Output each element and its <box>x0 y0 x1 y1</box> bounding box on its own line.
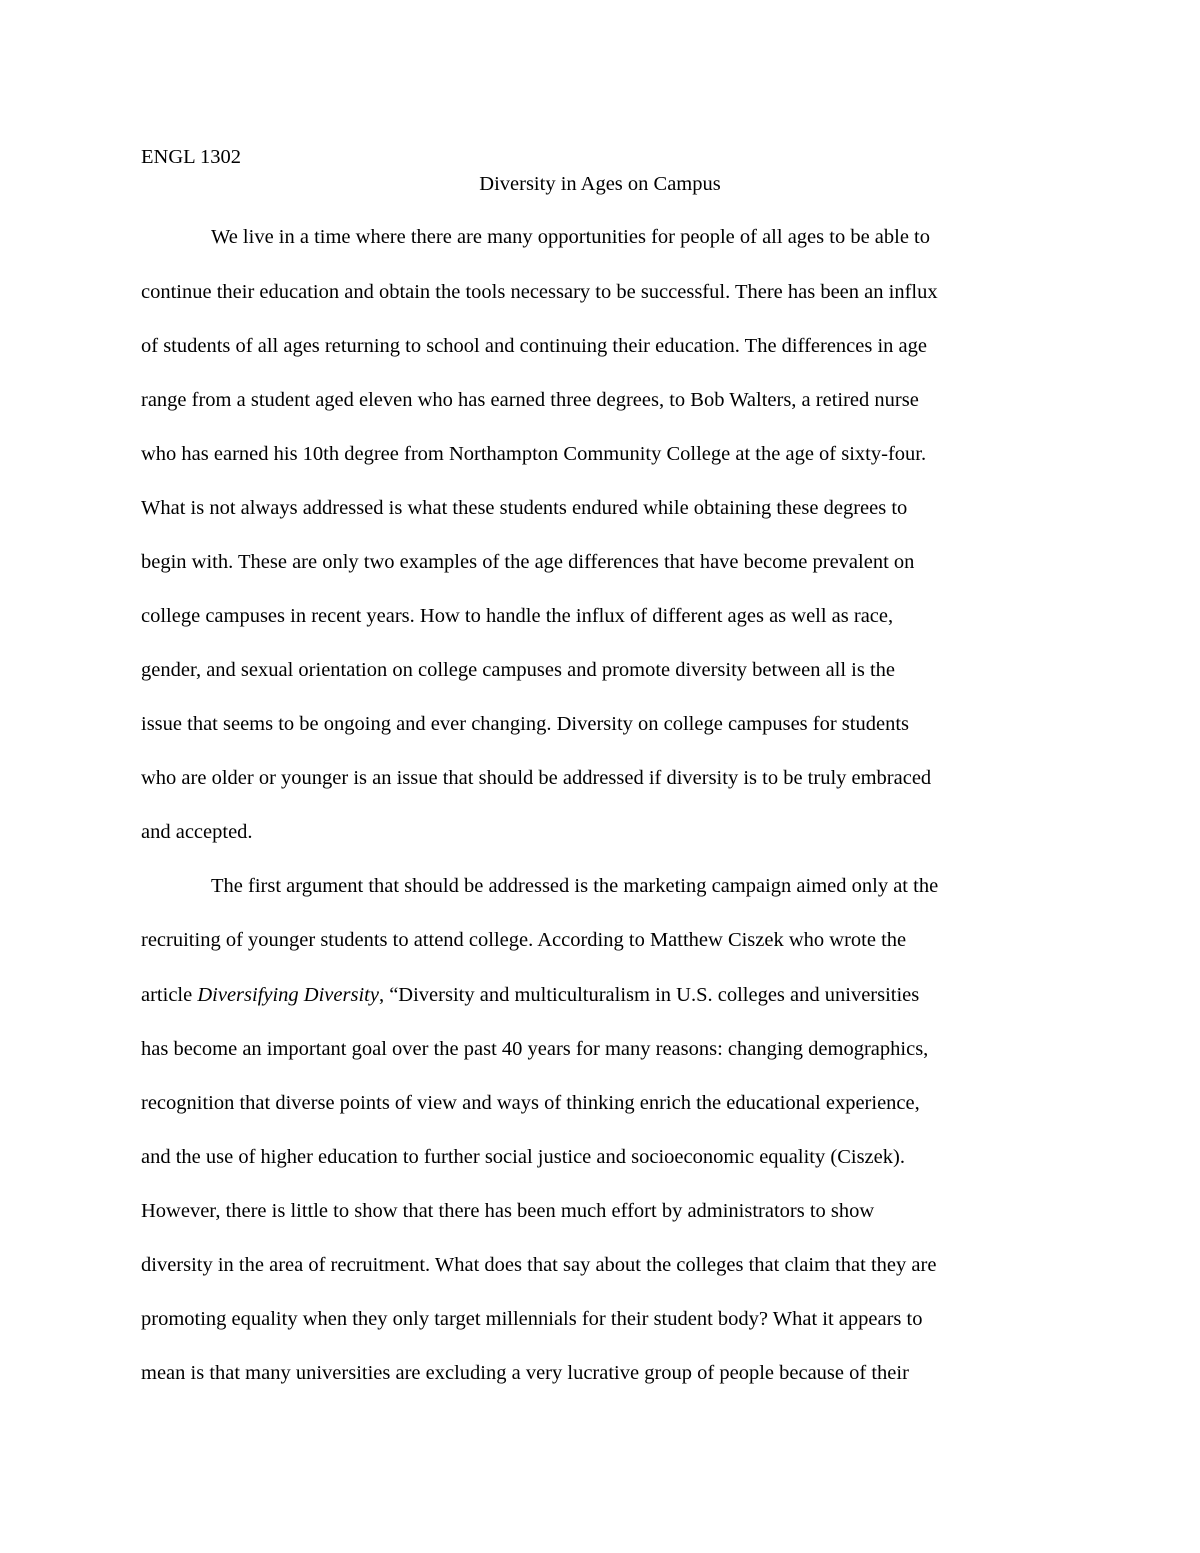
course-heading: ENGL 1302 <box>141 146 242 168</box>
paragraph-line: mean is that many universities are excluding a very lucrative group of people because of their <box>141 1362 909 1384</box>
paragraph-line: of students of all ages returning to school and continuing their education. The differences in age <box>141 335 927 357</box>
text-run: , “Diversity and multiculturalism in U.S. colleges and universities <box>378 984 920 1006</box>
paragraph-line: issue that seems to be ongoing and ever changing. Diversity on college campuses for students <box>141 713 909 735</box>
paragraph-line: The first argument that should be addressed is the marketing campaign aimed only at the <box>211 875 939 897</box>
paragraph-line <box>141 982 919 1008</box>
essay-title: Diversity in Ages on Campus <box>479 173 721 195</box>
paragraph-line: However, there is little to show that there has been much effort by administrators to show <box>141 1200 875 1222</box>
paragraph-line: who are older or younger is an issue that should be addressed if diversity is to be truly embraced <box>141 767 932 789</box>
paragraph-line: who has earned his 10th degree from Northampton Community College at the age of sixty-four. <box>141 443 927 465</box>
paragraph-line: range from a student aged eleven who has earned three degrees, to Bob Walters, a retired nurse <box>141 389 919 411</box>
paragraph-line: diversity in the area of recruitment. What does that say about the colleges that claim that they are <box>141 1254 937 1276</box>
paragraph-line: recruiting of younger students to attend college. According to Matthew Ciszek who wrote the <box>141 929 907 951</box>
paragraph-line: recognition that diverse points of view and ways of thinking enrich the educational experience, <box>141 1092 920 1114</box>
paragraph-line: and accepted. <box>141 821 253 843</box>
paragraph-line: begin with. These are only two examples of the age differences that have become prevalent on <box>141 551 915 573</box>
paragraph-line: We live in a time where there are many opportunities for people of all ages to be able to <box>211 226 931 248</box>
paragraph-line: and the use of higher education to further social justice and socioeconomic equality (Ciszek). <box>141 1146 905 1168</box>
paragraph-line: has become an important goal over the past 40 years for many reasons: changing demographics, <box>141 1038 929 1060</box>
paragraph-line: gender, and sexual orientation on college campuses and promote diversity between all is the <box>141 659 896 681</box>
paragraph-line: promoting equality when they only target millennials for their student body? What it appears to <box>141 1308 923 1330</box>
paragraph-line: continue their education and obtain the tools necessary to be successful. There has been an influx <box>141 281 938 303</box>
paragraph-line: What is not always addressed is what these students endured while obtaining these degrees to <box>141 497 908 519</box>
article-title-italic: Diversifying Diversity <box>197 984 379 1006</box>
text-run: article <box>141 984 198 1006</box>
paragraph-line: college campuses in recent years. How to handle the influx of different ages as well as race, <box>141 605 894 627</box>
